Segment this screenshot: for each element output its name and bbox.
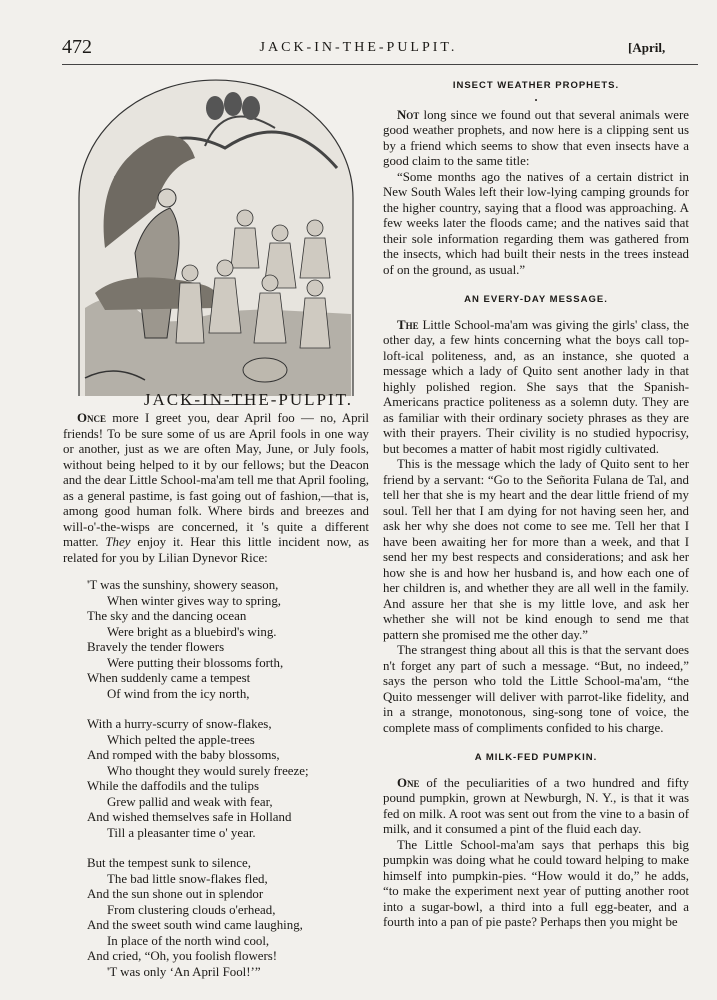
page-number: 472: [62, 36, 92, 58]
poem-line: But the tempest sunk to silence,: [87, 856, 251, 870]
poem-line: And cried, “Oh, you foolish flowers!: [87, 949, 278, 963]
poem-line: Grew pallid and weak with fear,: [107, 794, 273, 809]
running-title: JACK-IN-THE-PULPIT.: [259, 40, 458, 55]
paragraph: [383, 108, 689, 170]
paragraph-text: Little School-ma'am was giving the girls' class, the other day, a few hints concerning what the boys call top-loft-ical politeness, and, as an instance, she quoted a message which a lady of Quito sent another lady in that highly polished region. She says that the Spanish-Americans practice politeness as a solemn duty. They are as familiar with their ordinary society phrases as they are with their prayers. Their civility is no studied hypocrisy, but becomes a matter of habit most rigidly cultivated.: [383, 317, 689, 456]
quoted-paragraph: “Some months ago the natives of a certain district in New South Wales left their low-lying camping grounds for the higher country, saying that a flood was approaching. A few weeks later the floods came; and the natives said that their sole information regarding them was gathered from the insects, which had built their nests in the trees instead of on the ground, as usual.”: [383, 169, 689, 277]
poem-line: Were bright as a bluebird's wing.: [107, 624, 277, 639]
poem-line: Who thought they would surely freeze;: [107, 763, 309, 778]
poem-line: 'T was the sunshiny, showery season,: [87, 578, 279, 592]
jack-in-the-pulpit-illustration: [75, 78, 357, 409]
paragraph: The strangest thing about all this is that the servant does n't forget any part of such a message. “But, no indeed,” says the person who told the Little School-ma'am, “the Quito messenger will deliver with parrot-like fidelity, and in a strange, monotonous, sing-song tone of voice, the complete mass of compliments confided to his charge.: [383, 643, 689, 735]
poem-line: From clustering clouds o'erhead,: [107, 902, 276, 917]
poem-line: Bravely the tender flowers: [87, 640, 225, 654]
left-column: [63, 78, 369, 995]
poem-line: And romped with the baby blossoms,: [87, 748, 280, 762]
month-label: [April,: [628, 40, 666, 55]
paragraph-lead: The: [397, 317, 419, 332]
intro-lead: Once: [77, 411, 107, 425]
paragraph: The Little School-ma'am says that perhaps this big pumpkin was doing what he could toward helping to make himself into pumpkin-pies. “How would it do,” he adds, “to make the experiment next year of putting another root into a sugar-bowl, a third into a full egg-beater, and a fourth into a pan of pie paste? Perhaps then you might be: [383, 837, 689, 929]
poem-line: Of wind from the icy north,: [107, 686, 250, 701]
intro-text: more I greet you, dear April foo — no, April friends! To be sure some of us are April fools in one way or another, just as we are often May, June, or July fools, without being helped to it by our fellows; but the Deacon and the dear Little School-ma'am tell me that April fooling, as a general pastime, is fast going out of fashion,—that is, among good human folk. Where birds and breezes and will-o'-the-wisps are concerned, it 's quite a different matter.: [63, 411, 369, 549]
poem-line: And wished themselves safe in Holland: [87, 810, 292, 824]
poem-line: The bad little snow-flakes fled,: [107, 871, 268, 886]
intro-text-end: enjoy it. Hear this little incident now, as related for you by Lilian Dynevor Rice:: [63, 535, 369, 565]
header-rule: [62, 64, 698, 65]
poem: [63, 578, 369, 980]
intro-paragraph: [63, 411, 369, 566]
poem-line: When suddenly came a tempest: [87, 671, 251, 685]
poem-line: And the sweet south wind came laughing,: [87, 918, 303, 932]
poem-stanza: [87, 717, 369, 841]
poem-line: Were putting their blossoms forth,: [107, 655, 284, 670]
illustration-drawing: [75, 78, 357, 396]
paragraph-text: long since we found out that several animals were good weather prophets, and now here is a clipping sent us by a friend which seems to show that even insects have a good claim to the same title:: [383, 107, 689, 168]
poem-line: When winter gives way to spring,: [107, 593, 281, 608]
paragraph: This is the message which the lady of Quito sent to her friend by a servant: “Go to the Señorita Fulana de Tal, and tell her that she is my heart and the dear little friend of my soul. Tell her that I am dying for not having seen her, and ask her why she does not come to see me. Tell her that I have been awaiting her for more than a week, and that I send her my best respects and considerations; and ask her how she is and how her husband is, and how each one of her children is, and whether they are all well in the family. And assure her that she is my little love, and ask her whether she will not be kind enough to send me that pattern she promised me the other day.”: [383, 457, 689, 642]
poem-line: 'T was only ‘An April Fool!’”: [107, 964, 261, 979]
ornament-dot: •: [534, 95, 538, 105]
paragraph-text: of the peculiarities of a two hundred and fifty pound pumpkin, grown at Newburgh, N. Y., is that it was fed on milk. A root was sent out from the vine to a basin of milk, and it consumed a pint of the fluid each day.: [383, 775, 689, 836]
section-heading-milk-fed-pumpkin: A MILK-FED PUMPKIN.: [474, 752, 598, 763]
poem-line: While the daffodils and the tulips: [87, 779, 259, 793]
poem-line: In place of the north wind cool,: [107, 933, 270, 948]
poem-stanza: [87, 578, 369, 702]
paragraph-lead: Not: [397, 107, 420, 122]
section-heading-every-day-message: AN EVERY-DAY MESSAGE.: [464, 294, 608, 305]
right-column: [383, 78, 689, 931]
page-header: [0, 36, 717, 66]
poem-line: The sky and the dancing ocean: [87, 609, 247, 623]
paragraph: [383, 776, 689, 838]
intro-emphasis: They: [105, 535, 131, 549]
poem-line: And the sun shone out in splendor: [87, 887, 264, 901]
paragraph-lead: One: [397, 775, 420, 790]
paragraph: [383, 318, 689, 458]
section-heading-insect-weather-prophets: INSECT WEATHER PROPHETS.: [452, 80, 620, 91]
illustration-banner: JACK-IN-THE-PULPIT.: [143, 390, 353, 409]
poem-line: Till a pleasanter time o' year.: [107, 825, 256, 840]
poem-line: With a hurry-scurry of snow-flakes,: [87, 717, 272, 731]
poem-line: Which pelted the apple-trees: [107, 732, 255, 747]
poem-stanza: [87, 856, 369, 980]
